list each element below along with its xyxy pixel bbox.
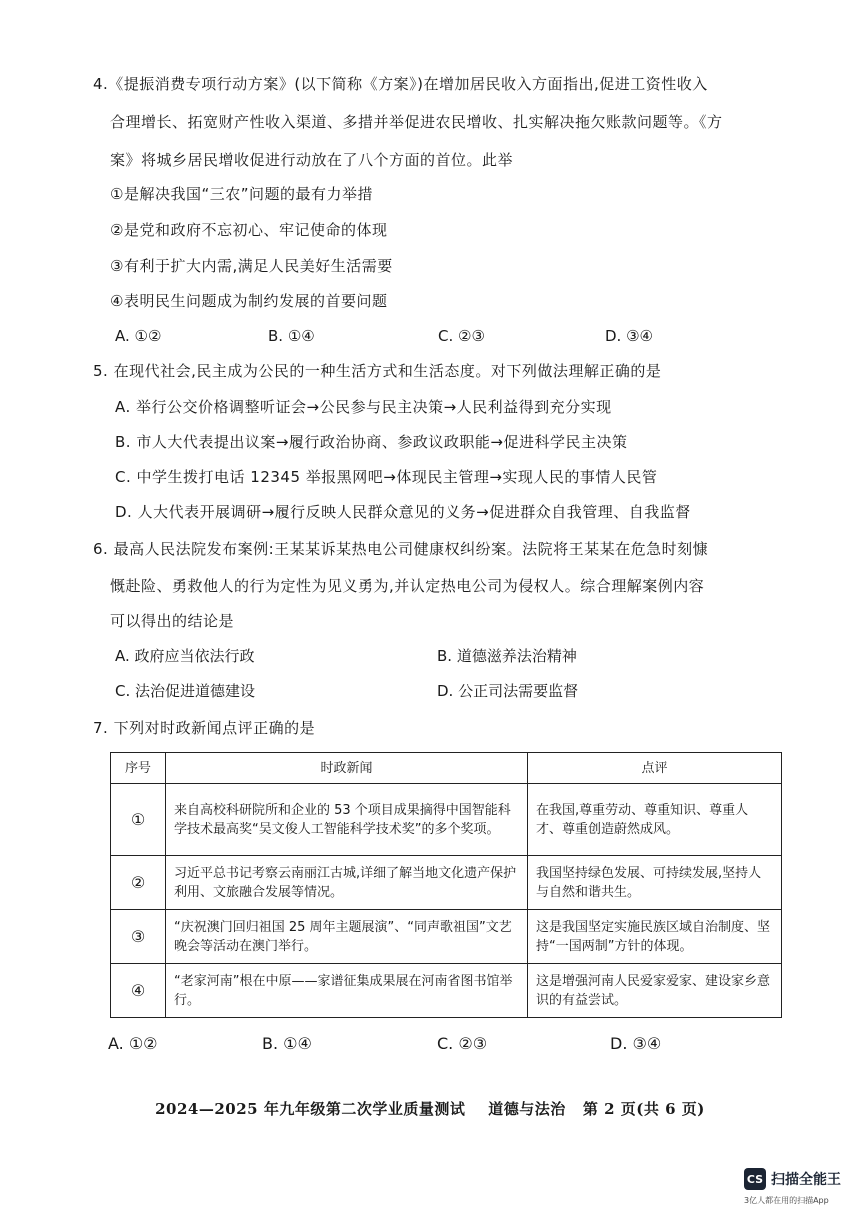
q4-item-2: ②是党和政府不忘初心、牢记使命的体现 bbox=[110, 221, 388, 239]
q5-option-c: C. 中学生拨打电话 12345 举报黑网吧→体现民主管理→实现人民的事情人民管 bbox=[115, 468, 658, 486]
row-number: ① bbox=[111, 784, 166, 856]
scanner-subtitle: 3亿人都在用的扫描App bbox=[744, 1196, 829, 1205]
q6-option-b: B. 道德滋养法治精神 bbox=[437, 647, 577, 665]
q6-stem-line-1: 6. 最高人民法院发布案例:王某某诉某热电公司健康权纠纷案。法院将王某某在危急时刻慷 bbox=[93, 540, 709, 558]
q7-option-d: D. ③④ bbox=[610, 1034, 662, 1053]
row-comment: 在我国,尊重劳动、尊重知识、尊重人才、尊重创造蔚然成风。 bbox=[528, 784, 782, 856]
q4-stem-line-2: 合理增长、拓宽财产性收入渠道、多措并举促进农民增收、扎实解决拖欠账款问题等。《方 bbox=[110, 113, 723, 131]
table-header-row bbox=[111, 753, 782, 784]
row-comment: 这是增强河南人民爱家爱家、建设家乡意识的有益尝试。 bbox=[528, 964, 782, 1018]
row-comment: 我国坚持绿色发展、可持续发展,坚持人与自然和谐共生。 bbox=[528, 856, 782, 910]
table-row bbox=[111, 964, 782, 1018]
q5-option-d: D. 人大代表开展调研→履行反映人民群众意见的义务→促进群众自我管理、自我监督 bbox=[115, 503, 691, 521]
table-row bbox=[111, 856, 782, 910]
row-comment: 这是我国坚定实施民族区域自治制度、坚持“一国两制”方针的体现。 bbox=[528, 910, 782, 964]
q4-stem-line-3: 案》将城乡居民增收促进行动放在了八个方面的首位。此举 bbox=[110, 151, 514, 169]
q7-stem: 7. 下列对时政新闻点评正确的是 bbox=[93, 719, 316, 737]
q7-option-a: A. ①② bbox=[108, 1034, 158, 1053]
table-row bbox=[111, 784, 782, 856]
table-row bbox=[111, 910, 782, 964]
cs-logo-icon: CS bbox=[744, 1168, 766, 1190]
row-news: 来自高校科研院所和企业的 53 个项目成果摘得中国智能科学技术最高奖“吴文俊人工智能科学技术奖”的多个奖项。 bbox=[166, 784, 528, 856]
q6-option-d: D. 公正司法需要监督 bbox=[437, 682, 579, 700]
q4-stem-line-1: 4.《提振消费专项行动方案》(以下简称《方案》)在增加居民收入方面指出,促进工资性收入 bbox=[93, 75, 708, 93]
header-comment: 点评 bbox=[528, 753, 782, 784]
q4-item-4: ④表明民生问题成为制约发展的首要问题 bbox=[110, 292, 388, 310]
scanner-title: 扫描全能王 bbox=[771, 1172, 841, 1188]
row-number: ② bbox=[111, 856, 166, 910]
q7-option-c: C. ②③ bbox=[437, 1034, 488, 1053]
q4-option-d: D. ③④ bbox=[605, 327, 653, 345]
q6-option-a: A. 政府应当依法行政 bbox=[115, 647, 255, 665]
q7-option-b: B. ①④ bbox=[262, 1034, 312, 1053]
q5-stem: 5. 在现代社会,民主成为公民的一种生活方式和生活态度。对下列做法理解正确的是 bbox=[93, 362, 662, 380]
row-number: ③ bbox=[111, 910, 166, 964]
q6-stem-line-3: 可以得出的结论是 bbox=[110, 612, 235, 630]
q4-item-3: ③有利于扩大内需,满足人民美好生活需要 bbox=[110, 257, 393, 275]
row-news: “庆祝澳门回归祖国 25 周年主题展演”、“同声歌祖国”文艺晚会等活动在澳门举行。 bbox=[166, 910, 528, 964]
page-footer: 2024—2025 年九年级第二次学业质量测试 道德与法治 第 2 页(共 6 页) bbox=[155, 1100, 705, 1118]
header-number: 序号 bbox=[111, 753, 166, 784]
q6-option-c: C. 法治促进道德建设 bbox=[115, 682, 256, 700]
row-news: “老家河南”根在中原——家谱征集成果展在河南省图书馆举行。 bbox=[166, 964, 528, 1018]
q4-option-b: B. ①④ bbox=[268, 327, 315, 345]
news-table bbox=[110, 752, 782, 1018]
q4-option-c: C. ②③ bbox=[438, 327, 485, 345]
row-number: ④ bbox=[111, 964, 166, 1018]
q5-option-b: B. 市人大代表提出议案→履行政治协商、参政议政职能→促进科学民主决策 bbox=[115, 433, 628, 451]
q6-stem-line-2: 慨赴险、勇救他人的行为定性为见义勇为,并认定热电公司为侵权人。综合理解案例内容 bbox=[110, 577, 705, 595]
q4-item-1: ①是解决我国“三农”问题的最有力举措 bbox=[110, 185, 373, 203]
header-news: 时政新闻 bbox=[166, 753, 528, 784]
row-news: 习近平总书记考察云南丽江古城,详细了解当地文化遗产保护利用、文旅融合发展等情况。 bbox=[166, 856, 528, 910]
q5-option-a: A. 举行公交价格调整听证会→公民参与民主决策→人民利益得到充分实现 bbox=[115, 398, 612, 416]
q4-option-a: A. ①② bbox=[115, 327, 162, 345]
scanner-logo bbox=[744, 1168, 841, 1190]
